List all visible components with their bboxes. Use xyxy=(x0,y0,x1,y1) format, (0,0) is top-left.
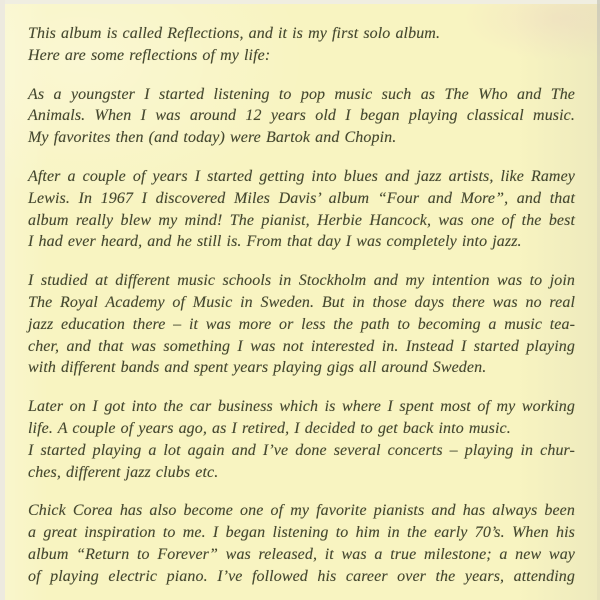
text-line: cher, and that was something I was not interested in. Instead I started playing xyxy=(28,337,575,355)
paragraph xyxy=(28,396,575,483)
liner-notes-text xyxy=(28,23,575,600)
text-line: I started playing a lot again and I’ve done several concerts – playing in chur- xyxy=(28,441,575,459)
scan-edge-left xyxy=(0,0,5,600)
text-line: After a couple of years I started getting into blues and jazz artists, like Ramey xyxy=(28,167,575,185)
text-line: The Royal Academy of Music in Sweden. But in those days there was no real xyxy=(28,293,575,311)
paragraph xyxy=(28,270,575,379)
text-line: Lewis. In 1967 I discovered Miles Davis’ album “Four and More”, and that xyxy=(28,189,575,207)
text-line: My favorites then (and today) were Bartok and Chopin. xyxy=(28,129,397,147)
paragraph xyxy=(28,166,575,253)
text-line: jazz education there – it was more or less the path to becoming a music tea- xyxy=(28,315,575,333)
text-line: I studied at different music schools in Stockholm and my intention was to join xyxy=(28,272,575,290)
text-line: I had ever heard, and he still is. From that day I was completely into jazz. xyxy=(28,233,522,251)
text-line: As a youngster I started listening to pop music such as The Who and The xyxy=(28,85,575,103)
text-line: life. A couple of years ago, as I retired, I decided to get back into music. xyxy=(28,419,511,437)
text-line: with different bands and spent years playing gigs all around Sweden. xyxy=(28,359,487,377)
text-line: a great inspiration to me. I began listening to him in the early 70’s. When his xyxy=(28,524,575,542)
paragraph xyxy=(28,84,575,149)
text-line: album really blew my mind! The pianist, Herbie Hancock, was one of the best xyxy=(28,211,575,229)
text-line: Chick Corea has also become one of my favorite pianists and has always been xyxy=(28,502,575,520)
text-line: Animals. When I was around 12 years old I began playing classical music. xyxy=(28,107,575,125)
scan-edge-top xyxy=(0,0,600,4)
text-line: Later on I got into the car business which is where I spent most of my working xyxy=(28,398,575,416)
text-line: Here are some reflections of my life: xyxy=(28,46,271,64)
text-line: album “Return to Forever” was released, it was a true milestone; a new way xyxy=(28,545,575,563)
text-line: This album is called Reflections, and it is my first solo album. xyxy=(28,25,441,42)
text-line: of playing electric piano. I’ve followed his career over the years, attending xyxy=(28,567,575,585)
text-line: ches, different jazz clubs etc. xyxy=(28,463,219,481)
paragraph xyxy=(28,23,575,67)
paragraph xyxy=(28,500,575,587)
